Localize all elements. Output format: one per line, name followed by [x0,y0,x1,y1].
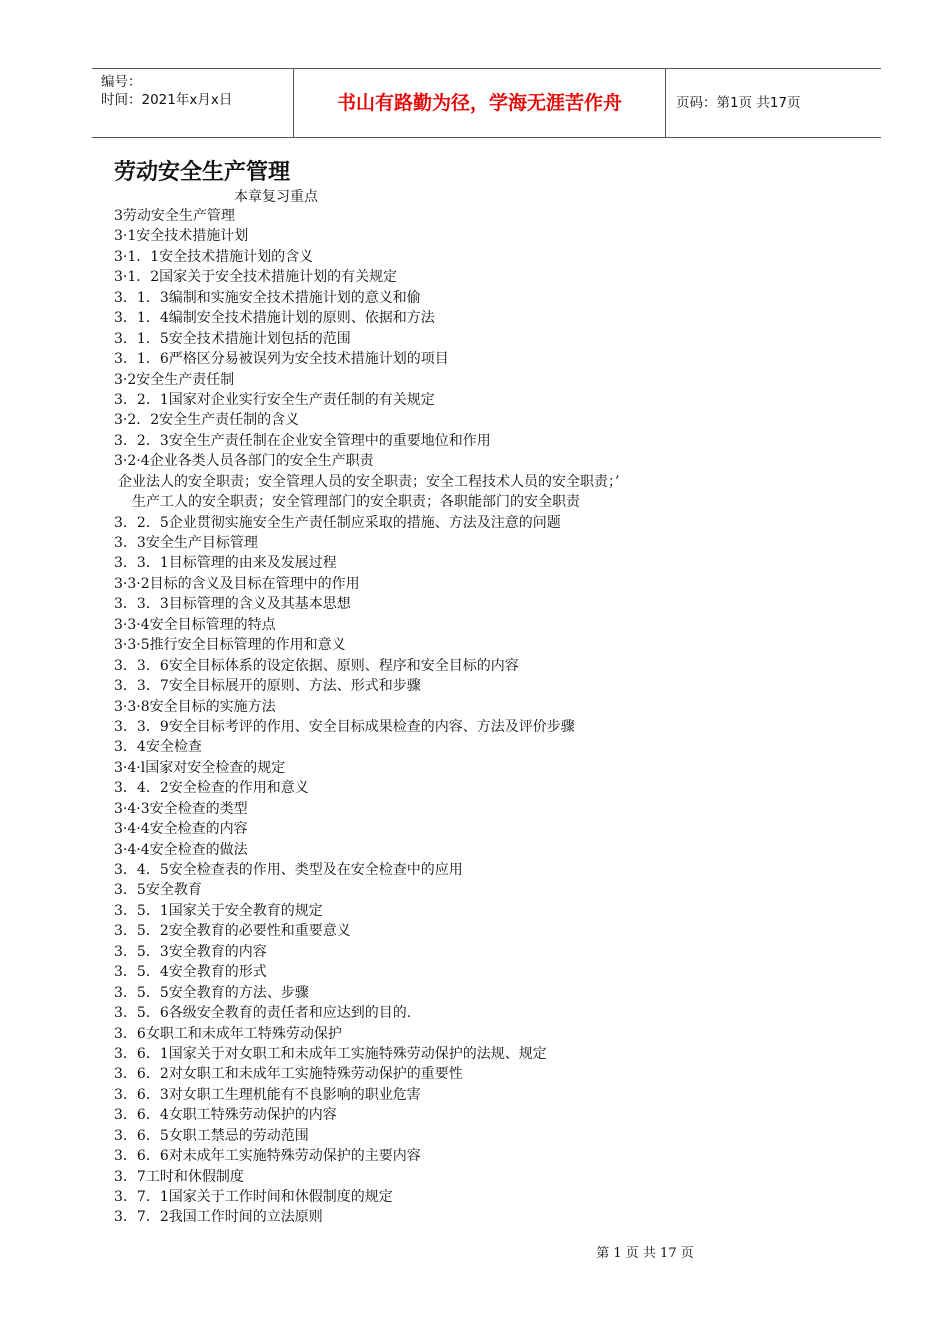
outline-item: 3．7．2我国工作时间的立法原则 [114,1209,323,1226]
outline-item: 3·3·5推行安全目标管理的作用和意义 [114,637,346,654]
number-label: 编号： [101,74,142,90]
document-subtitle: 本章复习重点 [234,189,318,205]
outline-item: 3．3．1目标管理的由来及发展过程 [114,555,337,572]
footer-page-number: 第 1 页 共 17 页 [596,1246,694,1261]
time-label: 时间：2021年x月x日 [101,92,233,108]
outline-item: 3·4·4安全检查的内容 [114,821,248,838]
outline-item: 3．2．3安全生产责任制在企业安全管理中的重要地位和作用 [114,432,491,449]
outline-item: 3．4．5安全检查表的作用、类型及在安全检查中的应用 [114,862,463,878]
outline-item: 3·3·2目标的含义及目标在管理中的作用 [114,575,360,592]
outline-item: 3．5．6各级安全教育的责任者和应达到的目的. [114,1005,412,1022]
outline-item: 3．6．1国家关于对女职工和未成年工实施特殊劳动保护的法规、规定 [114,1045,547,1062]
outline-item: 3．1．5安全技术措施计划包括的范围 [114,330,351,347]
outline-item: 3．1．3编制和实施安全技术措施计划的意义和偷 [114,289,421,306]
outline-item: 3劳动安全生产管理 [114,208,235,224]
outline-item: 3·1．2国家关于安全技术措施计划的有关规定 [114,269,398,286]
outline-item: 3．5．4安全教育的形式 [114,964,267,981]
outline-item: 3·4·3安全检查的类型 [114,800,248,817]
outline-item: 3·4·4安全检查的做法 [114,841,248,858]
outline-item: 3．2．5企业贯彻实施安全生产责任制应采取的措施、方法及注意的问题 [114,514,561,531]
outline-item: 3．5．2安全教育的必要性和重要意义 [114,923,351,940]
outline-item: 企业法人的安全职责；安全管理人员的安全职责；安全工程技术人员的安全职责；’ [118,473,620,490]
outline-item: 3．5．3安全教育的内容 [114,943,267,960]
header-motto: 书山有路勤为径，学海无涯苦作舟 [293,69,666,137]
outline-item: 3．7．1国家关于工作时间和休假制度的规定 [114,1189,393,1205]
header-page-info: 页码：第1页 共17页 [676,95,801,111]
outline-item: 3．3．6安全目标体系的设定依据、原则、程序和安全目标的内容 [114,657,519,674]
outline-item: 3．4安全检查 [114,739,202,756]
outline-item: 3·1安全技术措施计划 [114,228,249,245]
outline-item: 3·3·4安全目标管理的特点 [114,616,276,633]
outline-item: 3．6．3对女职工生理机能有不良影响的职业危害 [114,1086,421,1103]
page-footer [0,1245,950,1263]
outline-item: 3．1．4编制安全技术措施计划的原则、依据和方法 [114,310,435,327]
outline-item: 3．3．9安全目标考评的作用、安全目标成果检查的内容、方法及评价步骤 [114,718,575,735]
outline-item: 3·2安全生产责任制 [114,371,235,388]
outline-item: 3．5．1国家关于安全教育的规定 [114,902,323,919]
outline-item: 3．7工时和休假制度 [114,1168,244,1185]
outline-item: 3．6．4女职工特殊劳动保护的内容 [114,1107,337,1124]
review-outline [114,206,619,1228]
outline-item: 3．4．2安全检查的作用和意义 [114,780,309,797]
outline-item: 3．5安全教育 [114,882,202,899]
outline-item: 3．6．5女职工禁忌的劳动范围 [114,1127,309,1144]
outline-item: 3．6．2对女职工和未成年工实施特殊劳动保护的重要性 [114,1066,463,1083]
outline-item: 3．2．1国家对企业实行安全生产责任制的有关规定 [114,391,435,408]
outline-item: 3·2．2安全生产责任制的含义 [114,412,300,429]
outline-item: 3．3．3目标管理的含义及其基本思想 [114,596,351,613]
outline-item: 3·3·8安全目标的实施方法 [114,698,276,715]
outline-item: 3．5．5安全教育的方法、步骤 [114,984,309,1001]
outline-item: 3·1．1安全技术措施计划的含义 [114,248,314,265]
outline-item: 3．6．6对未成年工实施特殊劳动保护的主要内容 [114,1148,421,1165]
outline-item: 3·4·l国家对安全检查的规定 [114,759,286,776]
outline-item: 3·2·4企业各类人员各部门的安全生产职责 [114,453,374,470]
document-title: 劳动安全生产管理 [114,160,291,185]
header-meta [92,69,293,137]
outline-item: 3．6女职工和未成年工特殊劳动保护 [114,1025,342,1042]
outline-item: 3．3安全生产目标管理 [114,535,258,551]
outline-item: 生产工人的安全职责；安全管理部门的安全职责；各职能部门的安全职责 [132,494,580,511]
outline-item: 3．1．6严格区分易被误列为安全技术措施计划的项目 [114,351,449,368]
outline-item: 3．3．7安全目标展开的原则、方法、形式和步骤 [114,678,421,695]
page-header [92,68,881,138]
